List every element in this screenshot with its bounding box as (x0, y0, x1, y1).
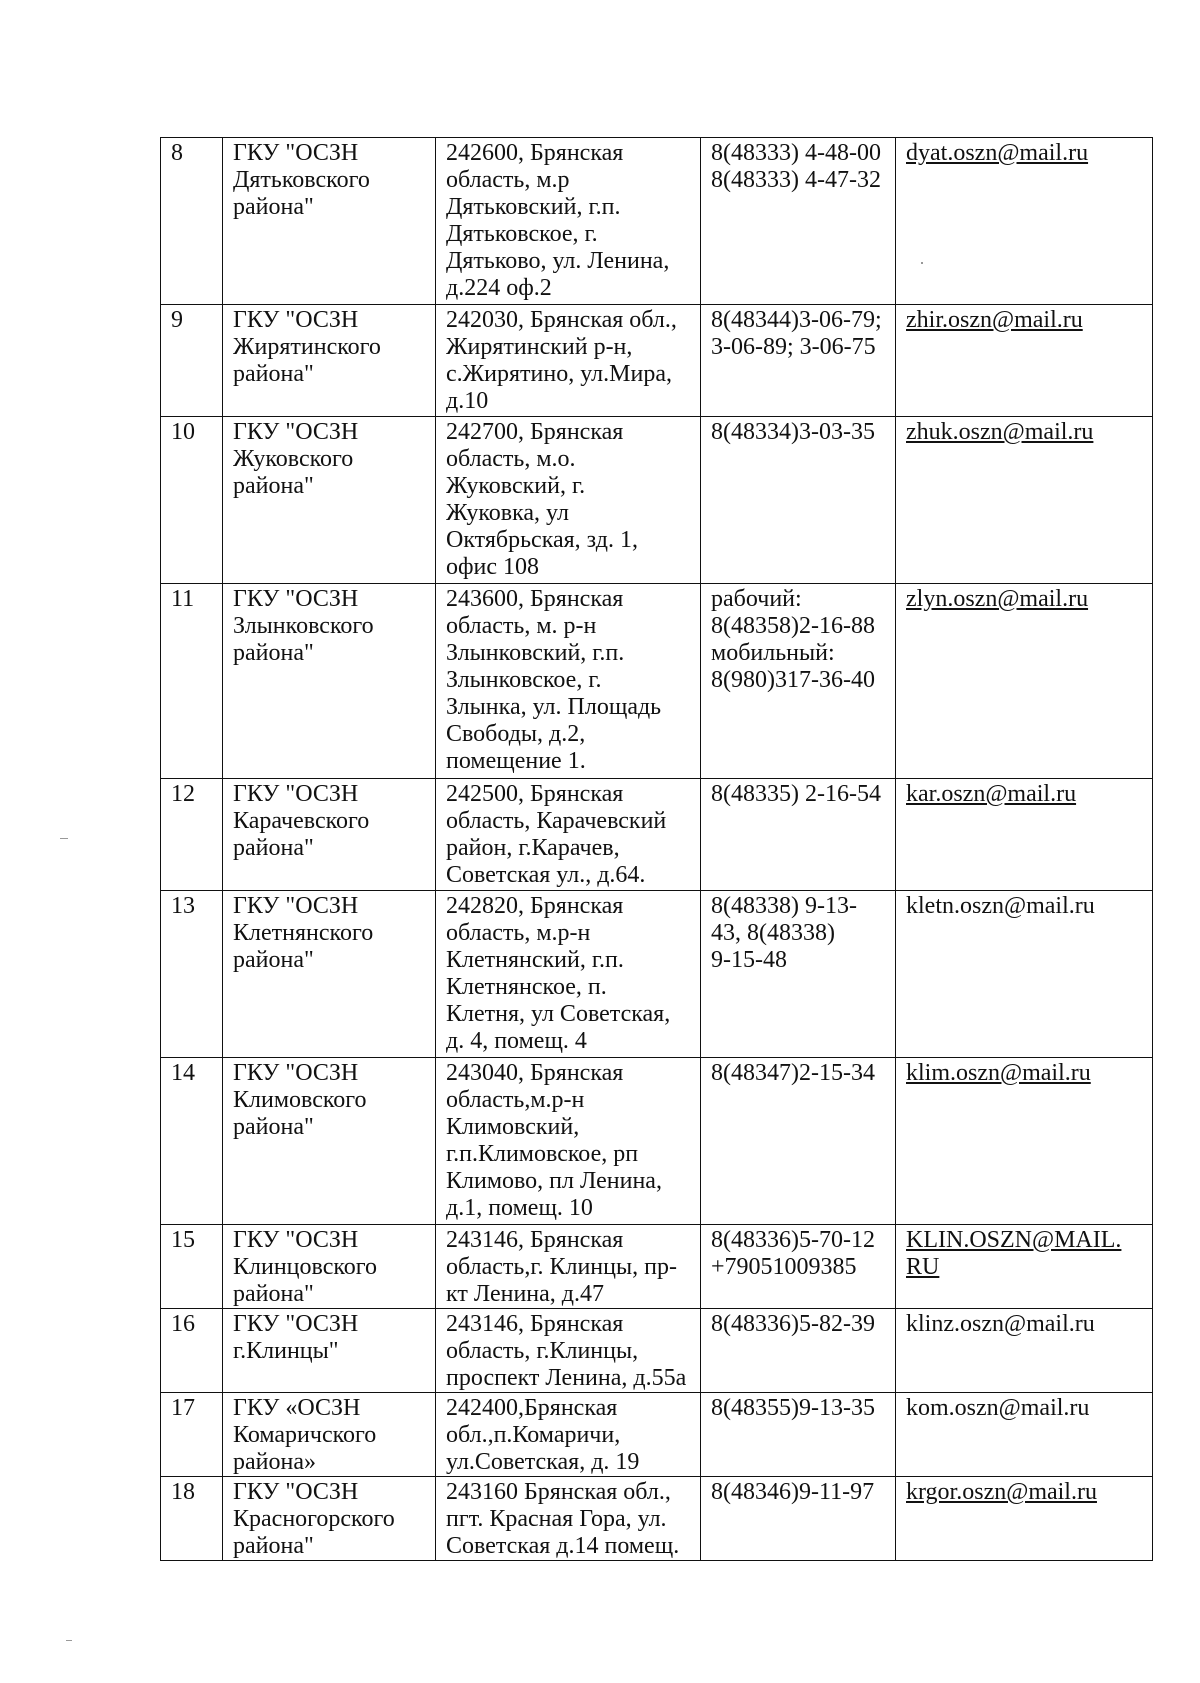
table-row (161, 1225, 1153, 1309)
table-row (161, 779, 1153, 891)
email-link[interactable]: zhir.oszn@mail.ru (906, 307, 1083, 333)
row-number: 15 (161, 1225, 223, 1309)
row-number: 14 (161, 1058, 223, 1225)
row-number: 9 (161, 305, 223, 417)
email-cell (896, 1309, 1153, 1393)
phone-cell: 8(48336)5-82-39 (701, 1309, 896, 1393)
scan-mark (60, 838, 68, 839)
address-cell: 243160 Брянская обл., пгт. Красная Гора, ул. Советская д.14 помещ. (436, 1477, 701, 1561)
email-cell (896, 1393, 1153, 1477)
email-link[interactable]: KLIN.OSZN@MAIL. RU (906, 1227, 1122, 1280)
organization-name: ГКУ "ОСЗН Жирятинского района" (223, 305, 436, 417)
email-cell (896, 417, 1153, 584)
organization-name: ГКУ "ОСЗН Жуковского района" (223, 417, 436, 584)
row-number: 8 (161, 138, 223, 305)
email-link[interactable]: klim.oszn@mail.ru (906, 1060, 1091, 1086)
organization-name: ГКУ "ОСЗН Злынковского района" (223, 584, 436, 779)
address-cell: 243600, Брянская область, м. р-н Злынковский, г.п. Злынковское, г. Злынка, ул. Площадь Свободы, д.2, помещение 1. (436, 584, 701, 779)
phone-cell: 8(48335) 2-16-54 (701, 779, 896, 891)
email-cell (896, 779, 1153, 891)
row-number: 11 (161, 584, 223, 779)
oszn-contacts-table (160, 137, 1153, 1561)
row-number: 10 (161, 417, 223, 584)
email-link[interactable]: dyat.oszn@mail.ru (906, 140, 1089, 166)
organization-name: ГКУ "ОСЗН г.Клинцы" (223, 1309, 436, 1393)
phone-cell: 8(48347)2-15-34 (701, 1058, 896, 1225)
email-cell (896, 305, 1153, 417)
email-link[interactable]: krgor.oszn@mail.ru (906, 1479, 1097, 1505)
organization-name: ГКУ "ОСЗН Клетнянского района" (223, 891, 436, 1058)
table-row (161, 1058, 1153, 1225)
phone-cell: 8(48355)9-13-35 (701, 1393, 896, 1477)
address-cell: 242820, Брянская область, м.р-н Клетнянский, г.п. Клетнянское, п. Клетня, ул Советская, д. 4, помещ. 4 (436, 891, 701, 1058)
address-cell: 243146, Брянская область,г. Клинцы, пр- кт Ленина, д.47 (436, 1225, 701, 1309)
table-row (161, 1309, 1153, 1393)
email-cell (896, 584, 1153, 779)
table-row (161, 891, 1153, 1058)
email-link[interactable]: zhuk.oszn@mail.ru (906, 419, 1094, 445)
address-cell: 242700, Брянская область, м.о. Жуковский, г. Жуковка, ул Октябрьская, зд. 1, офис 108 (436, 417, 701, 584)
address-cell: 242030, Брянская обл., Жирятинский р-н, с.Жирятино, ул.Мира, д.10 (436, 305, 701, 417)
email-link[interactable]: zlyn.oszn@mail.ru (906, 586, 1089, 612)
organization-name: ГКУ "ОСЗН Карачевского района" (223, 779, 436, 891)
row-number: 13 (161, 891, 223, 1058)
phone-cell: 8(48333) 4-48-00 8(48333) 4-47-32 (701, 138, 896, 305)
table-row (161, 305, 1153, 417)
phone-cell: 8(48336)5-70-12 +79051009385 (701, 1225, 896, 1309)
email-link[interactable]: kar.oszn@mail.ru (906, 781, 1077, 807)
table-row (161, 584, 1153, 779)
phone-cell: 8(48346)9-11-97 (701, 1477, 896, 1561)
address-cell: 243040, Брянская область,м.р-н Климовский, г.п.Климовское, рп Климово, пл Ленина, д.1, помещ. 10 (436, 1058, 701, 1225)
scan-mark (66, 1640, 72, 1641)
row-number: 16 (161, 1309, 223, 1393)
email-link[interactable]: kom.oszn@mail.ru (906, 1395, 1090, 1421)
phone-cell: 8(48338) 9-13- 43, 8(48338) 9-15-48 (701, 891, 896, 1058)
address-cell: 243146, Брянская область, г.Клинцы, проспект Ленина, д.55а (436, 1309, 701, 1393)
email-cell (896, 1477, 1153, 1561)
email-cell (896, 138, 1153, 305)
email-link[interactable]: kletn.oszn@mail.ru (906, 893, 1095, 919)
table-row (161, 1477, 1153, 1561)
row-number: 12 (161, 779, 223, 891)
organization-name: ГКУ "ОСЗН Клинцовского района" (223, 1225, 436, 1309)
table-row (161, 417, 1153, 584)
email-cell (896, 1225, 1153, 1309)
table-body (161, 138, 1153, 1561)
phone-cell: 8(48334)3-03-35 (701, 417, 896, 584)
address-cell: 242600, Брянская область, м.р Дятьковский, г.п. Дятьковское, г. Дятьково, ул. Ленина, д.224 оф.2 (436, 138, 701, 305)
phone-cell: 8(48344)3-06-79; 3-06-89; 3-06-75 (701, 305, 896, 417)
phone-cell: рабочий: 8(48358)2-16-88 мобильный: 8(980)317-36-40 (701, 584, 896, 779)
organization-name: ГКУ "ОСЗН Красногорского района" (223, 1477, 436, 1561)
table-row (161, 138, 1153, 305)
row-number: 17 (161, 1393, 223, 1477)
organization-name: ГКУ "ОСЗН Климовского района" (223, 1058, 436, 1225)
email-cell (896, 1058, 1153, 1225)
address-cell: 242400,Брянская обл.,п.Комаричи, ул.Советская, д. 19 (436, 1393, 701, 1477)
address-cell: 242500, Брянская область, Карачевский район, г.Карачев, Советская ул., д.64. (436, 779, 701, 891)
scan-speck (921, 262, 923, 264)
row-number: 18 (161, 1477, 223, 1561)
organization-name: ГКУ «ОСЗН Комаричского района» (223, 1393, 436, 1477)
organization-name: ГКУ "ОСЗН Дятьковского района" (223, 138, 436, 305)
email-cell (896, 891, 1153, 1058)
table-row (161, 1393, 1153, 1477)
email-link[interactable]: klinz.oszn@mail.ru (906, 1311, 1095, 1337)
